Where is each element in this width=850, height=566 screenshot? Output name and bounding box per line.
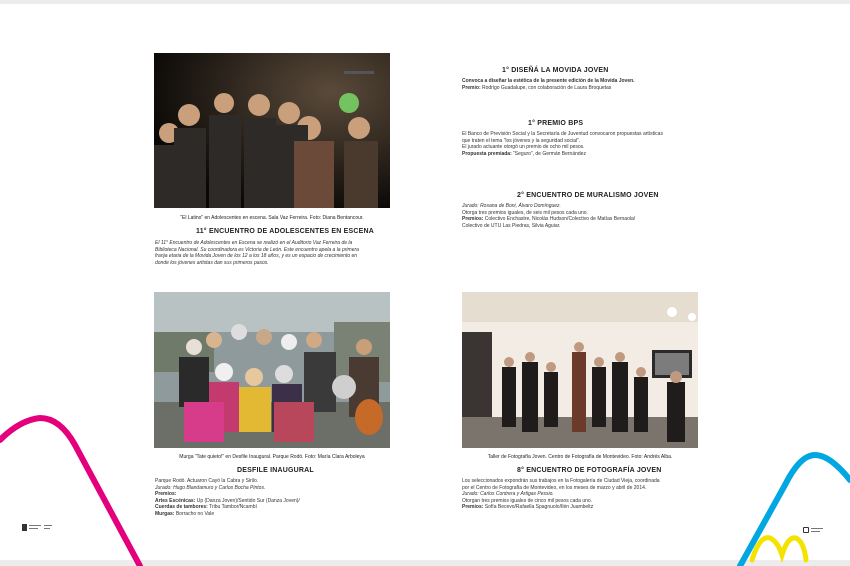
artes-label: Artes Escénicas: (155, 497, 196, 504)
section-body-adolescentes (155, 240, 359, 266)
premio-label: Premio: (462, 84, 481, 91)
photo-murga (154, 292, 390, 448)
body-line: que traten el tema “los jóvenes y la seguridad social”. (462, 137, 581, 144)
premio-value: Rodrigo Guadalupe, con colaboración de Laura Broquetas (480, 84, 612, 91)
premios-value: Sofía Becevo/Rafaella Spagnuolo/Ilén Juambeltz (483, 504, 594, 511)
section-body-disena (462, 78, 635, 91)
artes-value: Up (Danza Joven)/Sentido Sur (Danza Joven)/ (195, 497, 300, 504)
body-line: donde los jóvenes artistas dan sus primeros pasos. (155, 259, 269, 266)
body-line: El 11° Encuentro de Adolescentes en Escena se realizó en el Auditorio Vaz Ferreira de la (155, 240, 353, 246)
section-title-adolescentes: 11° ENCUENTRO DE ADOLESCENTES EN ESCENA (196, 228, 374, 235)
murgas-value: Borracho no Vale (174, 510, 215, 517)
section-body-bps (462, 131, 663, 157)
body-line: Otorgan tres premios iguales de cinco mil pesos cada uno. (462, 497, 593, 504)
premios-value: Colectivo Enchastre, Nicolás Hudson/Colectivo de Matías Bernaola/ (483, 216, 636, 223)
murgas-label: Murgas: (155, 510, 175, 517)
body-line: El Banco de Previsión Social y la Secretaría de Juventud convocaron propuestas artísticas (462, 131, 663, 137)
top-edge (0, 0, 850, 4)
section-title-fotografia: 8° ENCUENTRO DE FOTOGRAFÍA JOVEN (517, 467, 662, 474)
caption-photo-3: Taller de Fotografía Joven. Centro de Fotografía de Montevideo. Foto: Andrés Alba. (487, 454, 673, 460)
section-body-desfile (155, 478, 300, 518)
section-title-bps: 1° PREMIO BPS (528, 120, 584, 127)
premios-label: Premios: (462, 504, 484, 511)
body-line: Colectivo de UTU Las Piedras, Silvia Aguiar. (462, 222, 561, 229)
photo-gallery-graphic (462, 292, 698, 448)
body-line: Otorga tres premios iguales, de seis mil pesos cada uno. (462, 209, 588, 216)
body-line: El jurado actuante otorgó un premio de ocho mil pesos. (462, 144, 585, 151)
jurado-line: Jurado: Rosana de Boni, Álvaro Domínguez. (462, 203, 561, 209)
section-title-disena: 1° DISEÑÁ LA MOVIDA JOVEN (502, 67, 609, 74)
section-body-fotografia (462, 478, 660, 511)
photo-singers-graphic (154, 53, 390, 208)
logo-movida-joven (803, 527, 823, 533)
cuerdas-label: Cuerdas de tambores: (155, 504, 208, 511)
body-line: Los seleccionados expondrán sus trabajos en la Fotogalería de Ciudad Vieja, coordinada (462, 478, 660, 484)
cyan-yellow-curve-decoration (730, 440, 850, 566)
body-line: franja etaria de la Movida Joven de los 12 a los 18 años, y es un espacio de crecimiento en (155, 253, 358, 260)
caption-photo-2: Murga “Tate quieto!” en Desfile Inaugural. Parque Rodó. Foto: María Clara Arboleya (179, 454, 365, 460)
photo-murga-graphic (154, 292, 390, 448)
body-line: por el Centro de Fotografía de Montevideo, en los meses de marzo y abril de 2014. (462, 484, 647, 491)
propuesta-label: Propuesta premiada: (462, 150, 512, 157)
caption-photo-1: “El Latino” en Adolescentes en escena. Sala Vaz Ferreira. Foto: Diana Bentancour. (180, 215, 364, 221)
propuesta-value: “Seguro”, de Germán Bernández (511, 150, 586, 157)
photo-taller-fotografia (462, 292, 698, 448)
photo-adolescentes-en-escena (154, 53, 390, 208)
premios-label: Premios: (462, 216, 484, 223)
magenta-curve-decoration (0, 400, 150, 566)
logo-intendencia (22, 524, 52, 532)
section-body-muralismo (462, 203, 635, 229)
section-title-desfile: DESFILE INAUGURAL (237, 467, 314, 474)
body-line: Biblioteca Nacional. Su coordinadora es Victoria de León. Este encuentro apela a la primera (155, 246, 359, 253)
jurado-line: Jurado: Carlos Contrera y Artigas Pessio. (462, 491, 554, 498)
body-line: Convoca a diseñar la estética de la presente edición de la Movida Joven. (462, 78, 635, 84)
jurado-line: Jurado: Hugo Blandamuro y Carlos Bocha Pintos. (155, 484, 266, 491)
body-line: Parque Rodó. Actuaron Cayó la Cabra y Sirilo. (155, 478, 259, 484)
premios-label: Premios: (155, 491, 177, 498)
cuerdas-value: Tribu Tambor/Ncambí (207, 504, 257, 511)
section-title-muralismo: 2° ENCUENTRO DE MURALISMO JOVEN (517, 192, 659, 199)
